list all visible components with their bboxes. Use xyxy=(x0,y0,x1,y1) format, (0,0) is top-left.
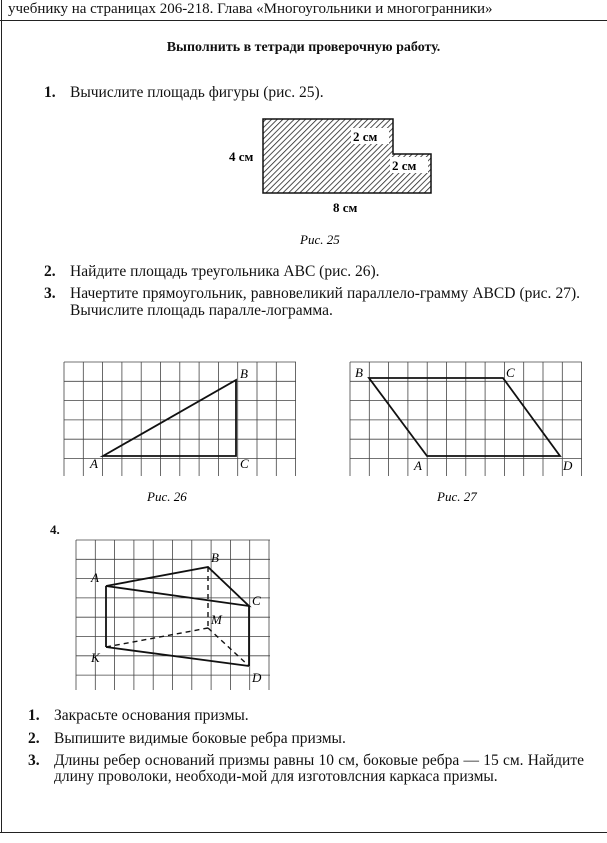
point-b-label: B xyxy=(240,366,248,381)
point-a-label: A xyxy=(414,458,422,473)
subtask-number: 2. xyxy=(28,730,40,747)
caption-fig25: Рис. 25 xyxy=(300,232,340,247)
point-d-label: D xyxy=(252,670,262,685)
point-c-label: C xyxy=(252,593,261,608)
point-a-label: A xyxy=(91,570,99,585)
subtask-text: Выпишите видимые боковые ребра призмы. xyxy=(54,730,346,747)
point-b-label: B xyxy=(211,550,219,565)
worksheet-heading: Выполнить в тетради проверочную работу. xyxy=(166,40,441,55)
task-4-number: 4. xyxy=(50,522,60,537)
task-text: Вычислите площадь фигуры (рис. 25). xyxy=(70,84,324,101)
point-c-label: C xyxy=(240,456,249,471)
subtask-number: 3. xyxy=(28,752,40,769)
point-a-label: A xyxy=(90,456,98,471)
point-m-label: M xyxy=(211,612,222,627)
subtask-text: Длины ребер оснований призмы равны 10 см, боковые ребра — 15 см. Найдите длину проволоки, необходи-мой для изготовлсния каркаса призмы. xyxy=(54,752,584,785)
label-right-step: 2 см xyxy=(392,158,417,173)
point-c-label: C xyxy=(506,365,515,380)
point-d-label: D xyxy=(563,458,573,473)
subtask-number: 1. xyxy=(28,707,40,724)
task-text: Найдите площадь треугольника ABC (рис. 26). xyxy=(70,263,380,280)
caption-fig26: Рис. 26 xyxy=(147,489,187,504)
top-base xyxy=(106,567,249,606)
point-b-label: B xyxy=(355,365,363,380)
label-bottom: 8 см xyxy=(333,200,358,215)
task-number: 3. xyxy=(44,285,56,302)
label-top-step: 2 см xyxy=(353,129,378,144)
subtask-text: Закрасьте основания призмы. xyxy=(54,707,249,724)
task-text: Начертите прямоугольник, равновеликий параллело-грамму ABCD (рис. 27). Вычислите площадь паралле-лограмма. xyxy=(70,285,580,319)
point-k-label: K xyxy=(91,650,100,665)
task-number: 2. xyxy=(44,263,56,280)
header-text: учебнику на страницах 206-218. Глава «Многоугольники и многогранники» xyxy=(8,1,493,17)
prism-edges xyxy=(106,567,249,666)
task-number: 1. xyxy=(44,84,56,101)
label-left: 4 см xyxy=(229,149,254,164)
caption-fig27: Рис. 27 xyxy=(437,489,477,504)
